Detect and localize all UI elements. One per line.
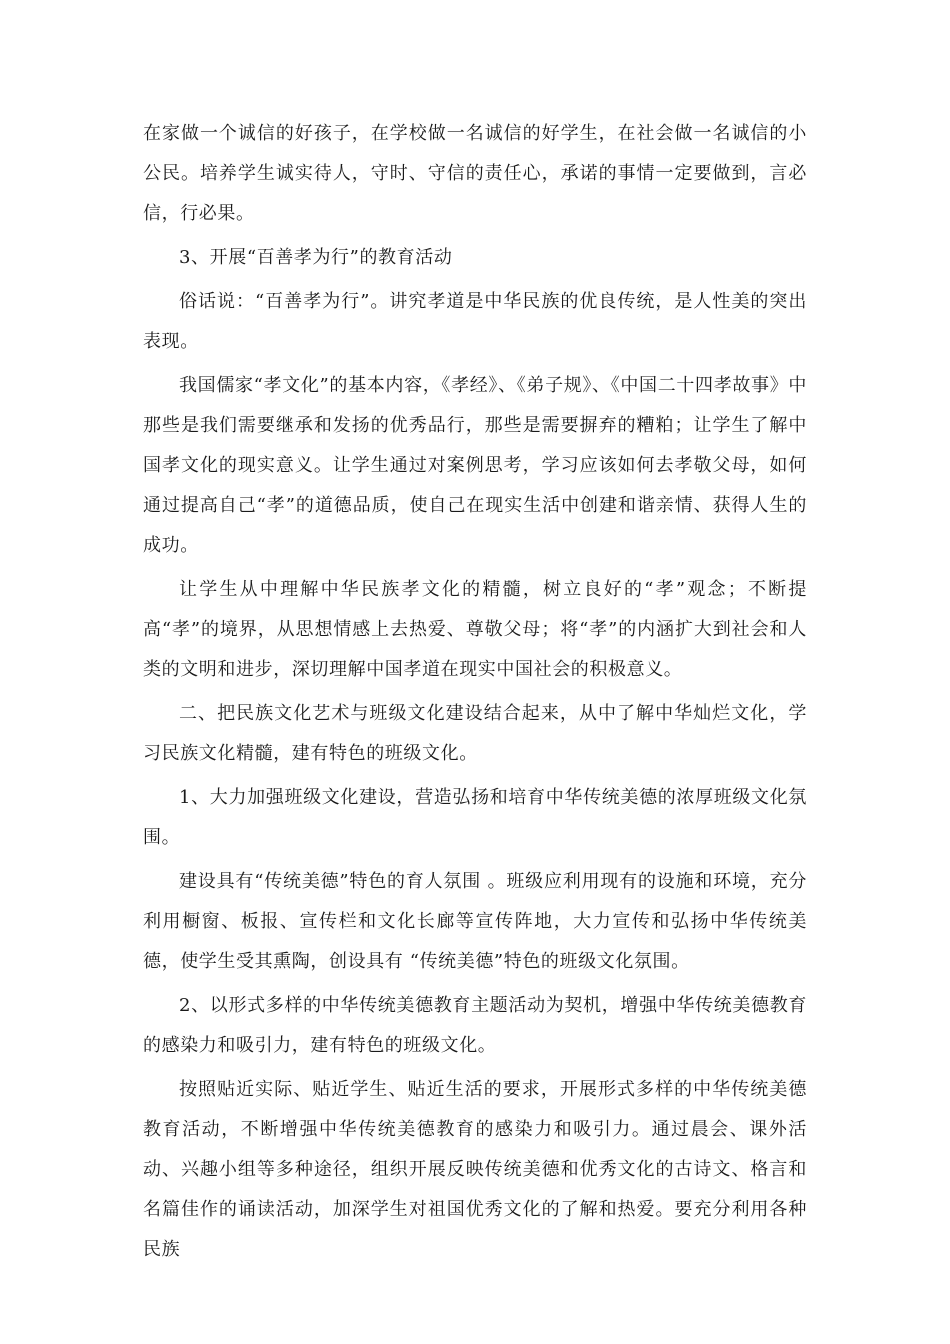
subsection-heading-theme-activities: 2、以形式多样的中华传统美德教育主题活动为契机，增强中华传统美德教育的感染力和吸引力，建有特色的班级文化。 [143, 995, 807, 1056]
paragraph-activity-methods: 按照贴近实际、贴近学生、贴近生活的要求，开展形式多样的中华传统美德教育活动，不断增强中华传统美德教育的感染力和吸引力。通过晨会、课外活动、兴趣小组等多种途径，组织开展反映传统美德和优秀文化的古诗文、格言和名篇佳作的诵读活动，加深学生对祖国优秀文化的了解和热爱。要充分利用各种民族 [143, 1079, 807, 1260]
paragraph-honesty-continued: 在家做一个诚信的好孩子，在学校做一名诚信的好学生，在社会做一名诚信的小公民。培养学生诚实待人，守时、守信的责任心，承诺的事情一定要做到，言必信，行必果。 [143, 123, 807, 224]
section-heading-class-culture: 二、把民族文化艺术与班级文化建设结合起来，从中了解中华灿烂文化，学习民族文化精髓，建有特色的班级文化。 [143, 703, 807, 764]
subsection-heading-class-culture-building: 1、大力加强班级文化建设，营造弘扬和培育中华传统美德的浓厚班级文化氛围。 [143, 787, 807, 848]
paragraph-confucian-filial-culture: 我国儒家“孝文化”的基本内容，《孝经》、《弟子规》、《中国二十四孝故事》中那些是我们需要继承和发扬的优秀品行，那些是需要摒弃的糟粕；让学生了解中国孝文化的现实意义。让学生通过对案例思考，学习应该如何去孝敬父母，如何通过提高自己“孝”的道德品质，使自己在现实生活中创建和谐亲情、获得人生的成功。 [143, 375, 807, 556]
section-heading-filial-activity: 3、开展“百善孝为行”的教育活动 [179, 247, 453, 268]
document-body [143, 114, 807, 1274]
paragraph-proverb: 俗话说：“百善孝为行”。讲究孝道是中华民族的优良传统，是人性美的突出表现。 [143, 291, 807, 352]
paragraph-filial-essence: 让学生从中理解中华民族孝文化的精髓，树立良好的“孝”观念；不断提高“孝”的境界，从思想情感上去热爱、尊敬父母；将“孝”的内涵扩大到社会和人类的文明和进步，深切理解中国孝道在现实中国社会的积极意义。 [143, 579, 807, 680]
paragraph-traditional-virtue-atmosphere: 建设具有“传统美德”特色的育人氛围 。班级应利用现有的设施和环境，充分利用橱窗、板报、宣传栏和文化长廊等宣传阵地，大力宣传和弘扬中华传统美德，使学生受其熏陶，创设具有 “传统美德”特色的班级文化氛围。 [143, 871, 807, 972]
